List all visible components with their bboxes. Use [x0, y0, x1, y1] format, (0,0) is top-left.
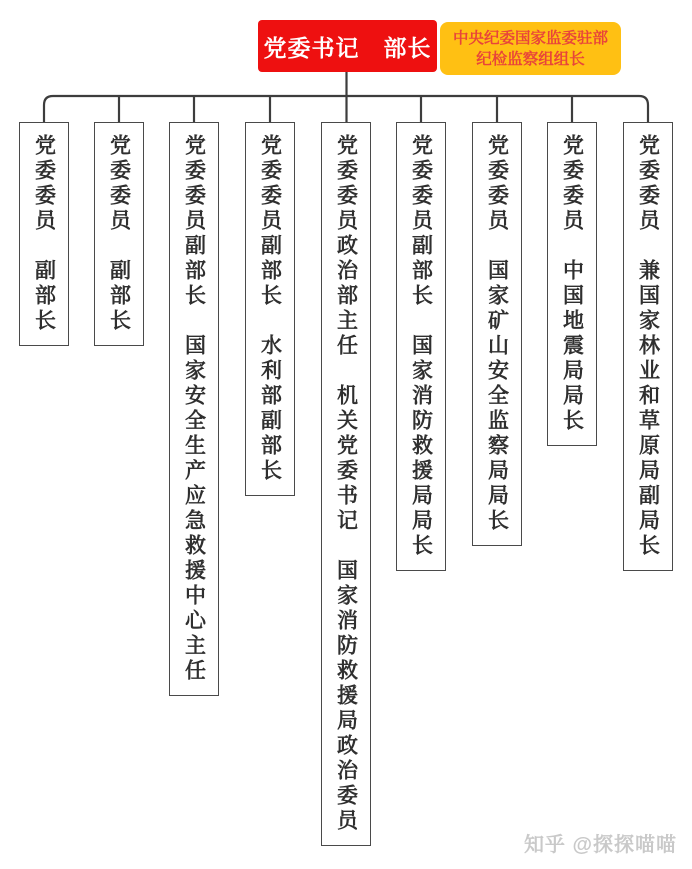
discipline-label-line2: 纪检监察组组长: [476, 50, 585, 68]
org-node-discipline-group-leader: [440, 22, 621, 75]
discipline-label-line1: 中央纪委国家监委驻部: [452, 29, 608, 47]
org-node-member-9: [623, 122, 673, 571]
org-node-member-4: [245, 122, 295, 496]
member-7-label: 党委委员 国家矿山安全监察局局长: [485, 134, 509, 534]
horizontal-bar: [44, 96, 648, 122]
member-1-label: 党委委员 副部长: [32, 134, 56, 334]
org-node-secretary: [258, 20, 437, 72]
zhihu-watermark: 知乎 @探探喵喵: [523, 834, 677, 856]
member-5-label: 党委委员政治部主任 机关党委书记 国家消防救援局政治委员: [334, 134, 358, 834]
member-6-label: 党委委员副部长 国家消防救援局局长: [409, 134, 433, 559]
member-3-label: 党委委员副部长 国家安全生产应急救援中心主任: [182, 134, 206, 684]
org-node-member-7: [472, 122, 522, 546]
org-node-member-1: [19, 122, 69, 346]
member-9-label: 党委委员 兼国家林业和草原局副局长: [636, 134, 660, 559]
org-node-member-5: [321, 122, 371, 846]
member-2-label: 党委委员 副部长: [107, 134, 131, 334]
org-node-member-6: [396, 122, 446, 571]
member-8-label: 党委委员 中国地震局局长: [560, 134, 584, 434]
secretary-label: 党委书记 部长: [263, 34, 432, 61]
org-node-member-8: [547, 122, 597, 446]
org-node-member-2: [94, 122, 144, 346]
org-node-member-3: [169, 122, 219, 696]
member-4-label: 党委委员副部长 水利部副部长: [258, 134, 282, 484]
